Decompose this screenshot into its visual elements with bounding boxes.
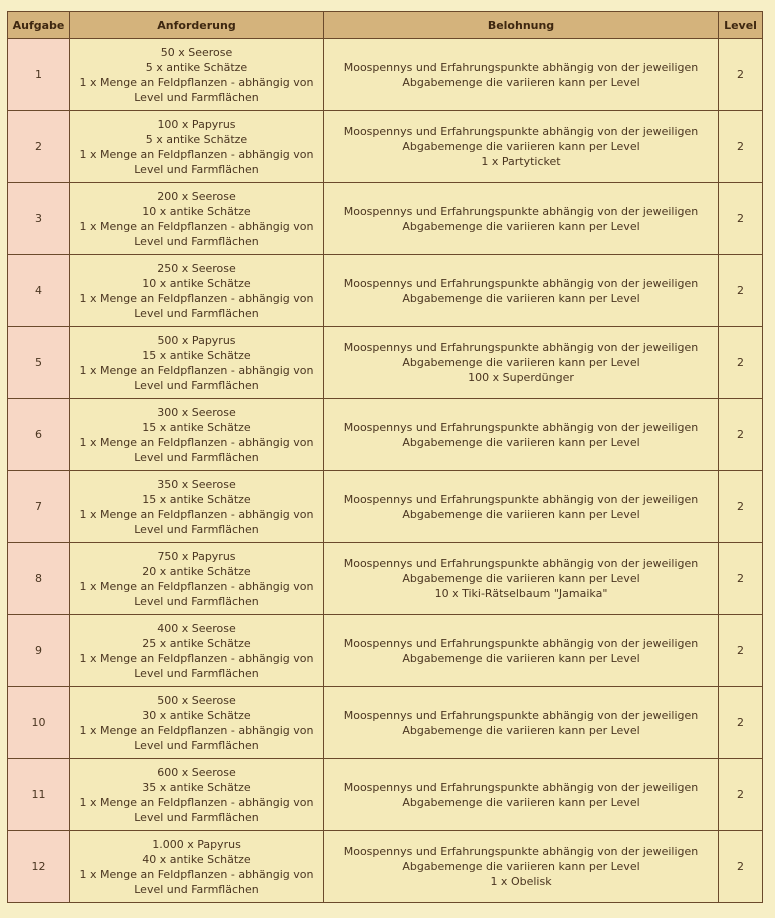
table-row [8, 687, 763, 759]
level-cell: 2 [719, 831, 763, 903]
requirement-line: Level und Farmflächen [134, 882, 259, 896]
reward-line: 1 x Partyticket [481, 155, 561, 168]
reward-cell [324, 183, 719, 255]
requirement-cell [70, 111, 324, 183]
requirement-cell [70, 39, 324, 111]
reward-line: Moospennys und Erfahrungspunkte abhängig von der jeweiligen [343, 708, 699, 722]
requirement-line: 350 x Seerose [157, 477, 236, 491]
requirement-line: 1 x Menge an Feldpflanzen - abhängig von [79, 75, 314, 89]
task-number: 2 [8, 111, 70, 183]
reward-line: Moospennys und Erfahrungspunkte abhängig von der jeweiligen [343, 845, 699, 858]
requirement-line: 1 x Menge an Feldpflanzen - abhängig von [79, 507, 314, 521]
task-number: 3 [8, 183, 70, 255]
reward-line: Moospennys und Erfahrungspunkte abhängig von der jeweiligen [343, 276, 699, 290]
reward-line: 1 x Obelisk [490, 875, 552, 888]
reward-line: Abgabemenge die variieren kann per Level [402, 219, 640, 233]
reward-line: Moospennys und Erfahrungspunkte abhängig von der jeweiligen [343, 636, 699, 650]
requirement-line: 15 x antike Schätze [142, 348, 251, 362]
level-cell: 2 [719, 615, 763, 687]
requirement-line: 750 x Papyrus [157, 549, 236, 563]
reward-line: Abgabemenge die variieren kann per Level [402, 723, 640, 737]
level-cell: 2 [719, 111, 763, 183]
level-cell: 2 [719, 543, 763, 615]
reward-cell [324, 39, 719, 111]
requirement-line: 35 x antike Schätze [142, 780, 251, 794]
task-number: 10 [8, 687, 70, 759]
requirement-line: 400 x Seerose [157, 621, 236, 635]
task-number: 8 [8, 543, 70, 615]
requirement-line: 40 x antike Schätze [142, 852, 251, 866]
table-row [8, 471, 763, 543]
requirement-line: 20 x antike Schätze [142, 564, 251, 578]
table-row [8, 255, 763, 327]
level-cell: 2 [719, 39, 763, 111]
reward-cell [324, 399, 719, 471]
requirement-line: 500 x Seerose [157, 693, 236, 707]
requirement-line: 5 x antike Schätze [145, 60, 248, 74]
requirement-line: 25 x antike Schätze [142, 636, 251, 650]
requirement-line: 30 x antike Schätze [142, 708, 251, 722]
task-table-container [7, 11, 762, 903]
requirement-line: 1 x Menge an Feldpflanzen - abhängig von [79, 579, 314, 593]
requirement-line: 1 x Menge an Feldpflanzen - abhängig von [79, 219, 314, 233]
requirement-line: 15 x antike Schätze [142, 492, 251, 506]
requirement-cell [70, 399, 324, 471]
reward-line: Abgabemenge die variieren kann per Level [402, 356, 640, 369]
task-number: 9 [8, 615, 70, 687]
requirement-cell [70, 759, 324, 831]
requirement-line: 1 x Menge an Feldpflanzen - abhängig von [79, 291, 314, 305]
reward-cell [324, 759, 719, 831]
requirement-line: Level und Farmflächen [134, 666, 259, 680]
table-row [8, 111, 763, 183]
level-cell: 2 [719, 471, 763, 543]
requirement-line: 1 x Menge an Feldpflanzen - abhängig von [79, 435, 314, 449]
table-row [8, 759, 763, 831]
reward-line: Moospennys und Erfahrungspunkte abhängig von der jeweiligen [343, 125, 699, 138]
requirement-line: 1 x Menge an Feldpflanzen - abhängig von [79, 147, 314, 161]
level-cell: 2 [719, 687, 763, 759]
requirement-cell [70, 327, 324, 399]
level-cell: 2 [719, 183, 763, 255]
task-number: 1 [8, 39, 70, 111]
requirement-line: 1 x Menge an Feldpflanzen - abhängig von [79, 867, 314, 881]
requirement-line: 1 x Menge an Feldpflanzen - abhängig von [79, 723, 314, 737]
requirement-line: Level und Farmflächen [134, 90, 259, 104]
reward-line: Moospennys und Erfahrungspunkte abhängig von der jeweiligen [343, 557, 699, 570]
requirement-cell [70, 687, 324, 759]
header-row [8, 12, 763, 39]
reward-cell [324, 111, 719, 183]
requirement-line: 1 x Menge an Feldpflanzen - abhängig von [79, 363, 314, 377]
requirement-line: Level und Farmflächen [134, 162, 259, 176]
reward-line: Abgabemenge die variieren kann per Level [402, 291, 640, 305]
reward-line: 10 x Tiki-Rätselbaum "Jamaika" [434, 587, 608, 600]
requirement-line: 1 x Menge an Feldpflanzen - abhängig von [79, 651, 314, 665]
requirement-line: Level und Farmflächen [134, 594, 259, 608]
requirement-cell [70, 471, 324, 543]
reward-line: 100 x Superdünger [468, 371, 574, 384]
task-number: 7 [8, 471, 70, 543]
requirement-line: 1 x Menge an Feldpflanzen - abhängig von [79, 795, 314, 809]
requirement-cell [70, 615, 324, 687]
requirement-cell [70, 183, 324, 255]
requirement-line: 50 x Seerose [160, 45, 233, 59]
task-number: 6 [8, 399, 70, 471]
requirement-cell [70, 543, 324, 615]
reward-cell [324, 687, 719, 759]
table-row [8, 327, 763, 399]
reward-line: Abgabemenge die variieren kann per Level [402, 75, 640, 89]
reward-line: Abgabemenge die variieren kann per Level [402, 860, 640, 873]
task-number: 4 [8, 255, 70, 327]
requirement-line: 600 x Seerose [157, 765, 236, 779]
requirement-line: Level und Farmflächen [134, 306, 259, 320]
reward-cell [324, 327, 719, 399]
level-cell: 2 [719, 255, 763, 327]
table-row [8, 39, 763, 111]
requirement-line: Level und Farmflächen [134, 522, 259, 536]
task-table [7, 11, 763, 903]
requirement-line: 100 x Papyrus [157, 117, 236, 131]
reward-cell [324, 615, 719, 687]
requirement-line: 200 x Seerose [157, 189, 236, 203]
reward-line: Moospennys und Erfahrungspunkte abhängig von der jeweiligen [343, 204, 699, 218]
level-cell: 2 [719, 327, 763, 399]
reward-line: Abgabemenge die variieren kann per Level [402, 140, 640, 153]
requirement-line: 1.000 x Papyrus [152, 837, 241, 851]
reward-line: Abgabemenge die variieren kann per Level [402, 795, 640, 809]
requirement-cell [70, 831, 324, 903]
table-header [8, 12, 763, 39]
level-cell: 2 [719, 399, 763, 471]
requirement-line: 5 x antike Schätze [145, 132, 248, 146]
task-number: 11 [8, 759, 70, 831]
reward-cell [324, 255, 719, 327]
requirement-line: Level und Farmflächen [134, 234, 259, 248]
requirement-line: 500 x Papyrus [157, 333, 236, 347]
requirement-cell [70, 255, 324, 327]
task-number: 12 [8, 831, 70, 903]
table-row [8, 831, 763, 903]
table-body [8, 39, 763, 903]
reward-cell [324, 831, 719, 903]
requirement-line: 10 x antike Schätze [142, 276, 251, 290]
header-requirement: Anforderung [70, 12, 324, 39]
requirement-line: Level und Farmflächen [134, 738, 259, 752]
reward-line: Moospennys und Erfahrungspunkte abhängig von der jeweiligen [343, 60, 699, 74]
table-row [8, 615, 763, 687]
reward-line: Abgabemenge die variieren kann per Level [402, 435, 640, 449]
requirement-line: 300 x Seerose [157, 405, 236, 419]
reward-line: Moospennys und Erfahrungspunkte abhängig von der jeweiligen [343, 341, 699, 354]
reward-line: Moospennys und Erfahrungspunkte abhängig von der jeweiligen [343, 492, 699, 506]
table-row [8, 183, 763, 255]
requirement-line: Level und Farmflächen [134, 810, 259, 824]
reward-cell [324, 543, 719, 615]
header-task: Aufgabe [8, 12, 70, 39]
task-number: 5 [8, 327, 70, 399]
table-row [8, 543, 763, 615]
requirement-line: Level und Farmflächen [134, 450, 259, 464]
requirement-line: 250 x Seerose [157, 261, 236, 275]
reward-line: Moospennys und Erfahrungspunkte abhängig von der jeweiligen [343, 420, 699, 434]
table-row [8, 399, 763, 471]
reward-line: Abgabemenge die variieren kann per Level [402, 572, 640, 585]
reward-line: Abgabemenge die variieren kann per Level [402, 651, 640, 665]
requirement-line: 10 x antike Schätze [142, 204, 251, 218]
reward-line: Abgabemenge die variieren kann per Level [402, 507, 640, 521]
level-cell: 2 [719, 759, 763, 831]
header-level: Level [719, 12, 763, 39]
reward-line: Moospennys und Erfahrungspunkte abhängig von der jeweiligen [343, 780, 699, 794]
requirement-line: Level und Farmflächen [134, 378, 259, 392]
header-reward: Belohnung [324, 12, 719, 39]
reward-cell [324, 471, 719, 543]
requirement-line: 15 x antike Schätze [142, 420, 251, 434]
